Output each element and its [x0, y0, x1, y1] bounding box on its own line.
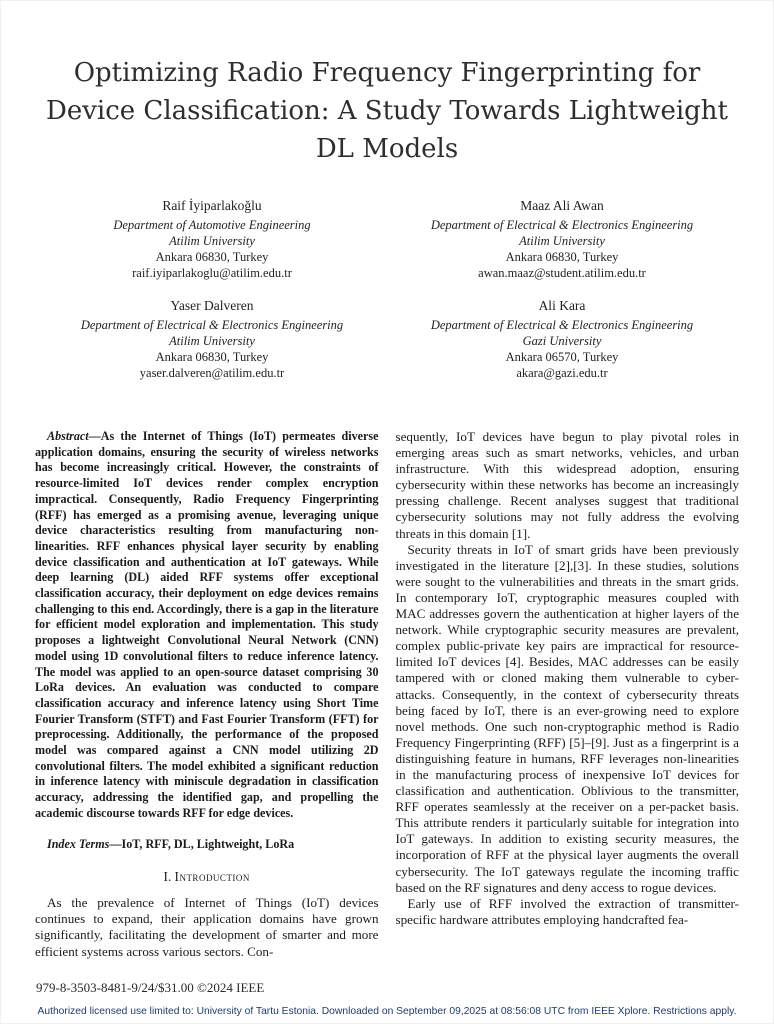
author-department: Department of Automotive Engineering	[113, 218, 311, 232]
author-email: raif.iyiparlakoglu@atilim.edu.tr	[132, 266, 292, 280]
author-name: Raif İyiparlakoğlu	[162, 198, 262, 213]
author-university: Atilim University	[169, 334, 255, 348]
security-threats-paragraph: Security threats in IoT of smart grids have been previously investigated in the literature [2],[3]. In these studies, solutions were sought to the vulnerabilities and threats in the smart grids. In contemporary IoT, cryptographic measures coupled with MAC addresses govern the authentication at higher layers of the network. While cryptographic security measures are prevalent, complex public-private key pairs are impractical for resource-limited IoT devices [4]. Besides, MAC addresses can be easily tampered with or cloned making them vulnerable to cyber-attacks. Consequently, in the context of cybersecurity threats being faced by IoT, there is an ever-growing need to explore novel methods. One such non-cryptographic method is Radio Frequency Fingerprinting (RFF) [5]–[9]. Just as a fingerprint is a distinguishing feature in humans, RFF leverages non-linearities in the manufacturing process of inexpensive IoT devices for classification and authentication. Oblivious to the transmitter, RFF operates seamlessly at the receiver on a per-packet basis. This attribute renders it particularly suitable for integration into IoT gateways. In addition to existing security measures, the incorporation of RFF at the physical layer augments the overall cybersecurity. The IoT gateways regulate the incoming traffic based on the RF signatures and deny access to rogue devices.	[395, 541, 739, 895]
author-city: Ankara 06830, Turkey	[155, 350, 269, 364]
author-block-2	[387, 198, 737, 281]
intro-paragraph-left: As the prevalence of Internet of Things (IoT) devices continues to expand, their application domains have grown significantly, facilitating the development of smarter and more efficient systems across various sectors. Con-	[35, 895, 379, 959]
author-city: Ankara 06570, Turkey	[505, 350, 619, 364]
author-email: yaser.dalveren@atilim.edu.tr	[139, 366, 285, 380]
author-city: Ankara 06830, Turkey	[155, 250, 269, 264]
section-heading-introduction	[35, 869, 379, 885]
index-terms-text: —IoT, RFF, DL, Lightweight, LoRa	[109, 836, 295, 851]
author-department: Department of Electrical & Electronics Engineering	[80, 318, 344, 332]
index-terms	[35, 837, 379, 853]
abstract-label: Abstract	[47, 429, 89, 443]
paper-title-line-1: Optimizing Radio Frequency Fingerprinting for	[73, 58, 701, 88]
abstract-paragraph	[35, 429, 379, 822]
paper-title	[0, 54, 774, 168]
paper-body	[0, 429, 774, 960]
index-terms-label: Index Terms	[47, 836, 110, 851]
author-block-4	[387, 298, 737, 381]
author-university: Atilim University	[519, 234, 605, 248]
author-name: Yaser Dalveren	[170, 298, 254, 313]
section-title: Introduction	[174, 869, 250, 885]
authors-section	[37, 198, 737, 381]
author-department: Department of Electrical & Electronics Engineering	[430, 318, 694, 332]
author-block-3	[37, 298, 387, 381]
ieee-xplore-license-stamp: Authorized licensed use limited to: University of Tartu Estonia. Downloaded on September 09,2025 at 08:56:08 UTC from IEEE Xplore. Restrictions apply.	[37, 1006, 737, 1017]
author-block-1	[37, 198, 387, 281]
abstract-text: —As the Internet of Things (IoT) permeates diverse application domains, ensuring the security of wireless networks has become increasingly critical. However, the constraints of resource-limited IoT devices render complex encryption impractical. Consequently, Radio Frequency Fingerprinting (RFF) has emerged as a promising avenue, leveraging unique device characteristics resulting from manufacturing non-linearities. RFF enhances physical layer security by enabling device classification and authentication at IoT gateways. While deep learning (DL) aided RFF systems offer exceptional classification accuracy, their deployment on edge devices remains challenging to this end. Accordingly, there is a gap in the literature for efficient model exploration and implementation. This study proposes a lightweight Convolutional Neural Network (CNN) model using 1D convolutional filters to reduce inference latency. The model was applied to an open-source dataset comprising 30 LoRa devices. An evaluation was conducted to compare classification accuracy and inference latency using Short Time Fourier Transform (STFT) and Fast Fourier Transform (FFT) for preprocessing. Additionally, the performance of the proposed model was compared against a CNN model utilizing 2D convolutional filters. The model exhibited a significant reduction in inference latency with miniscule degradation in classification accuracy, addressing the identified gap, and propelling the academic discourse towards RFF for edge devices.	[35, 429, 379, 820]
author-name: Maaz Ali Awan	[520, 198, 604, 213]
intro-paragraph-continuation: sequently, IoT devices have begun to play pivotal roles in emerging areas such as smart networks, vehicles, and urban infrastructure. With this widespread adoption, ensuring cybersecurity within these networks has become an increasingly pressing challenge. Recent analyses suggest that traditional cybersecurity solutions may not fully address the evolving threats in this domain [1].	[395, 429, 739, 541]
author-name: Ali Kara	[538, 298, 586, 313]
paper-title-line-2: Device Classification: A Study Towards Lightweight	[45, 96, 729, 126]
author-department: Department of Electrical & Electronics Engineering	[430, 218, 694, 232]
left-column	[35, 429, 379, 960]
early-rff-paragraph: Early use of RFF involved the extraction of transmitter-specific hardware attributes employing handcrafted fea-	[395, 895, 739, 927]
right-column	[396, 429, 740, 960]
copyright-isbn-line: 979-8-3503-8481-9/24/$31.00 ©2024 IEEE	[36, 980, 265, 995]
paper-title-line-3: DL Models	[315, 134, 459, 164]
author-email: akara@gazi.edu.tr	[516, 366, 608, 380]
author-email: awan.maaz@student.atilim.edu.tr	[478, 266, 646, 280]
section-number: I.	[163, 869, 175, 885]
author-university: Atilim University	[169, 234, 255, 248]
author-city: Ankara 06830, Turkey	[505, 250, 619, 264]
author-university: Gazi University	[522, 334, 602, 348]
